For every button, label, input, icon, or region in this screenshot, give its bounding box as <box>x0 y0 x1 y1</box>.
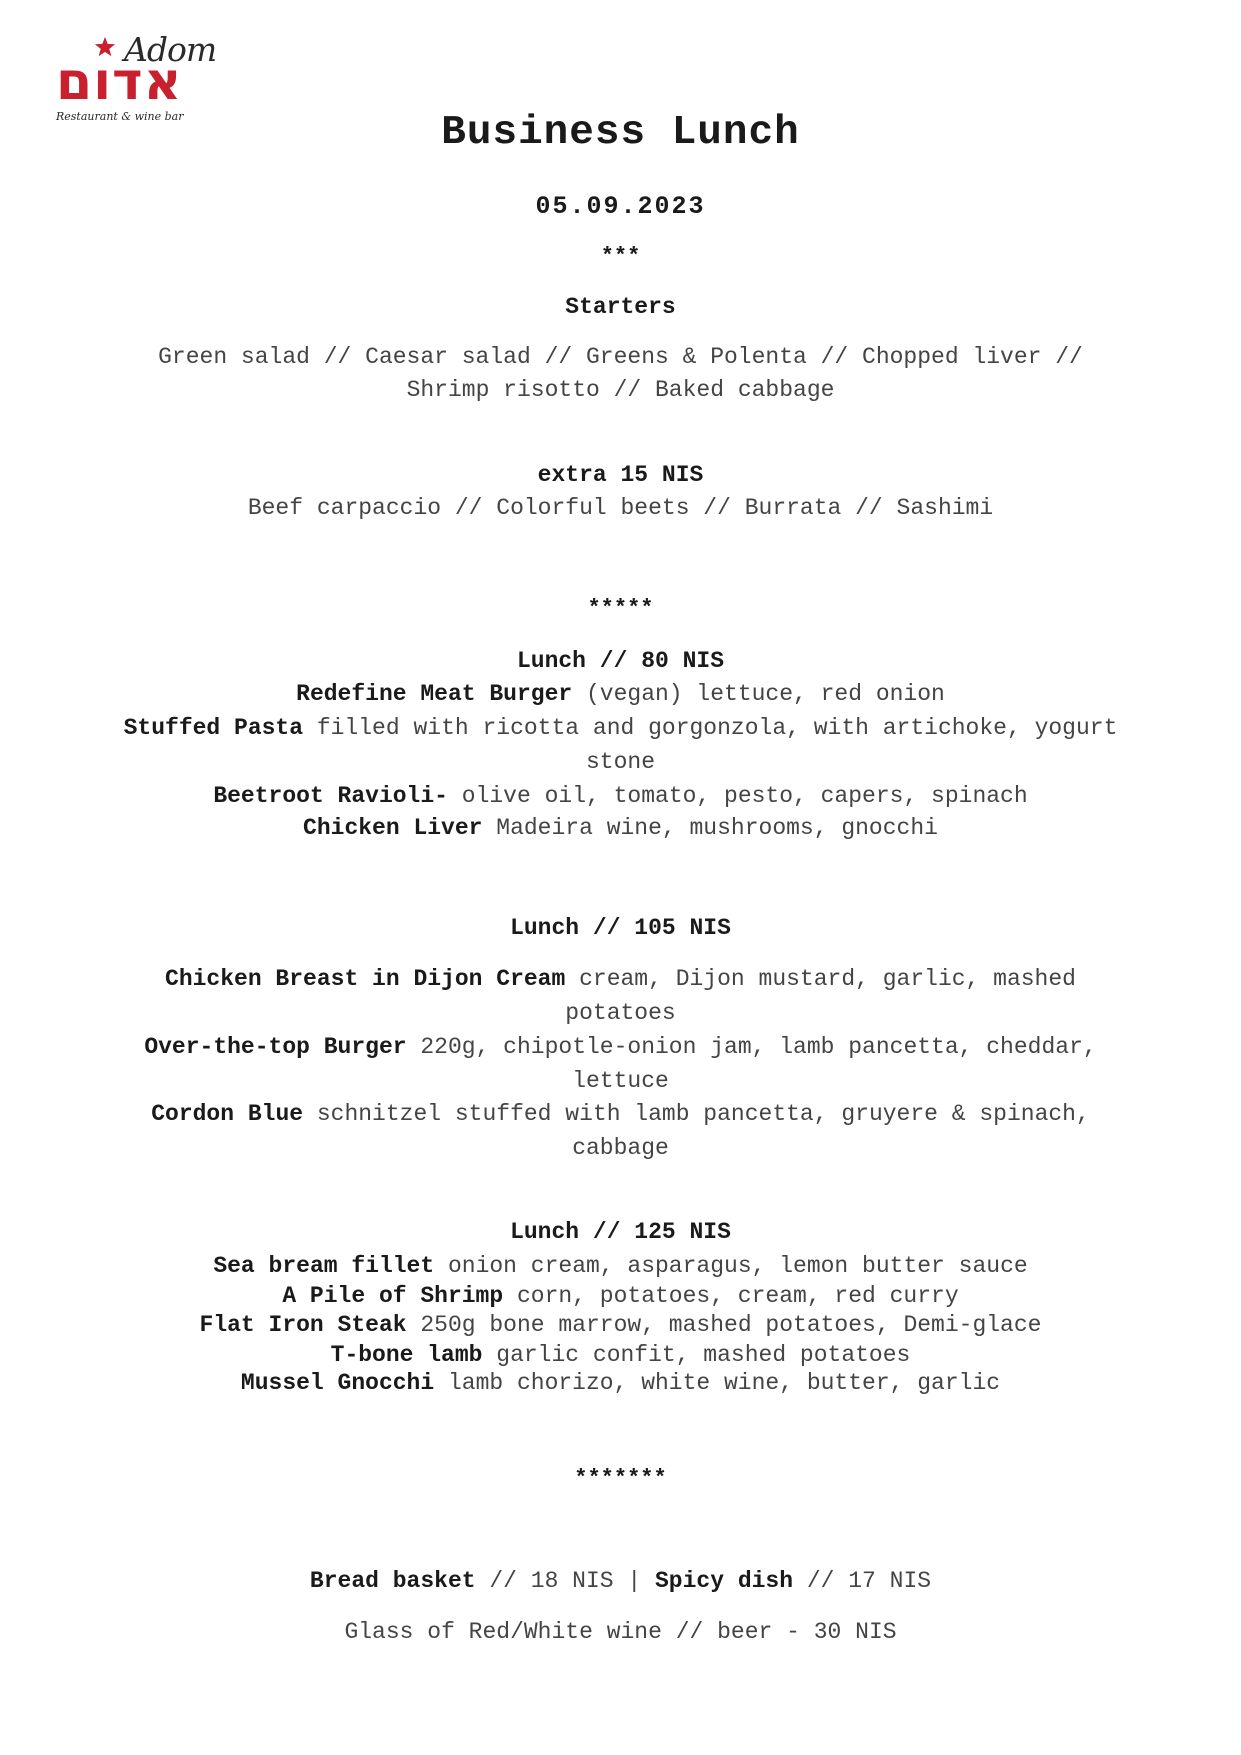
extra-heading: extra 15 NIS <box>537 462 704 488</box>
menu-item-desc-cont: stone <box>585 749 655 775</box>
spicy-dish-price: // 17 NIS <box>793 1568 932 1594</box>
menu-item-desc: cream, Dijon mustard, garlic, mashed <box>565 966 1076 992</box>
menu-item-desc: 220g, chipotle-onion jam, lamb pancetta, cheddar, <box>406 1034 1097 1060</box>
menu-item-desc: olive oil, tomato, pesto, capers, spinach <box>447 783 1028 809</box>
menu-item <box>0 1312 1241 1338</box>
menu-item-desc: (vegan) lettuce, red onion <box>572 681 945 707</box>
separator: ***** <box>587 596 654 621</box>
menu-item-desc: corn, potatoes, cream, red curry <box>503 1283 959 1309</box>
menu-item <box>0 783 1241 809</box>
starters-line: Shrimp risotto // Baked cabbage <box>406 377 835 403</box>
extra-starters-line: Beef carpaccio // Colorful beets // Burrata // Sashimi <box>247 495 994 521</box>
menu-date: 05.09.2023 <box>535 192 706 221</box>
spicy-dish-name: Spicy dish <box>655 1568 794 1594</box>
bread-basket-price: // 18 NIS | <box>475 1568 655 1594</box>
menu-item-name: Stuffed Pasta <box>123 715 304 741</box>
bread-basket-name: Bread basket <box>309 1568 476 1594</box>
menu-item <box>0 966 1241 992</box>
menu-item <box>0 1101 1241 1127</box>
menu-item-desc: onion cream, asparagus, lemon butter sauce <box>434 1253 1028 1279</box>
menu-item-name: Redefine Meat Burger <box>296 681 573 707</box>
menu-item <box>0 1342 1241 1368</box>
menu-item-name: Over-the-top Burger <box>144 1034 407 1060</box>
menu-item-desc: filled with ricotta and gorgonzola, with artichoke, yogurt <box>303 715 1118 741</box>
menu-item <box>0 1283 1241 1309</box>
menu-item-name: A Pile of Shrimp <box>282 1283 504 1309</box>
starters-line: Green salad // Caesar salad // Greens & Polenta // Chopped liver // <box>158 344 1083 370</box>
menu-item-desc: 250g bone marrow, mashed potatoes, Demi-glace <box>406 1312 1042 1338</box>
separator: ******* <box>574 1466 667 1491</box>
menu-item-desc-cont: lettuce <box>572 1068 669 1094</box>
menu-item-name: Cordon Blue <box>151 1101 304 1127</box>
menu-item <box>0 681 1241 707</box>
menu-item-desc: Madeira wine, mushrooms, gnocchi <box>482 815 938 841</box>
separator: *** <box>600 244 641 269</box>
lunch-105-heading: Lunch // 105 NIS <box>510 915 731 941</box>
extras-line <box>0 1568 1241 1594</box>
starters-heading: Starters <box>565 294 676 320</box>
page-title: Business Lunch <box>441 110 800 156</box>
logo-script-name: Adom <box>124 30 217 69</box>
menu-item-name: T-bone lamb <box>330 1342 483 1368</box>
menu-item-name: Mussel Gnocchi <box>240 1370 435 1396</box>
menu-item-name: Chicken Liver <box>303 815 483 841</box>
menu-item <box>0 1370 1241 1396</box>
menu-item-desc: garlic confit, mashed potatoes <box>482 1342 911 1368</box>
menu-item-desc-cont: potatoes <box>565 1000 676 1026</box>
menu-item-desc: schnitzel stuffed with lamb pancetta, gruyere & spinach, <box>303 1101 1090 1127</box>
menu-item <box>0 815 1241 841</box>
logo-subtitle: Restaurant & wine bar <box>56 110 184 123</box>
menu-item-name: Flat Iron Steak <box>199 1312 407 1338</box>
menu-item-name: Beetroot Ravioli- <box>213 783 448 809</box>
menu-item-name: Chicken Breast in Dijon Cream <box>165 966 566 992</box>
menu-item <box>0 715 1241 741</box>
menu-item-desc: lamb chorizo, white wine, butter, garlic <box>434 1370 1001 1396</box>
menu-item-name: Sea bream fillet <box>213 1253 435 1279</box>
menu-item <box>0 1253 1241 1279</box>
drinks-line: Glass of Red/White wine // beer - 30 NIS <box>344 1619 897 1645</box>
menu-item <box>0 1034 1241 1060</box>
logo-hebrew-name: אדום <box>56 52 183 112</box>
lunch-125-heading: Lunch // 125 NIS <box>510 1219 731 1245</box>
lunch-80-heading: Lunch // 80 NIS <box>516 648 725 674</box>
menu-item-desc-cont: cabbage <box>572 1135 669 1161</box>
